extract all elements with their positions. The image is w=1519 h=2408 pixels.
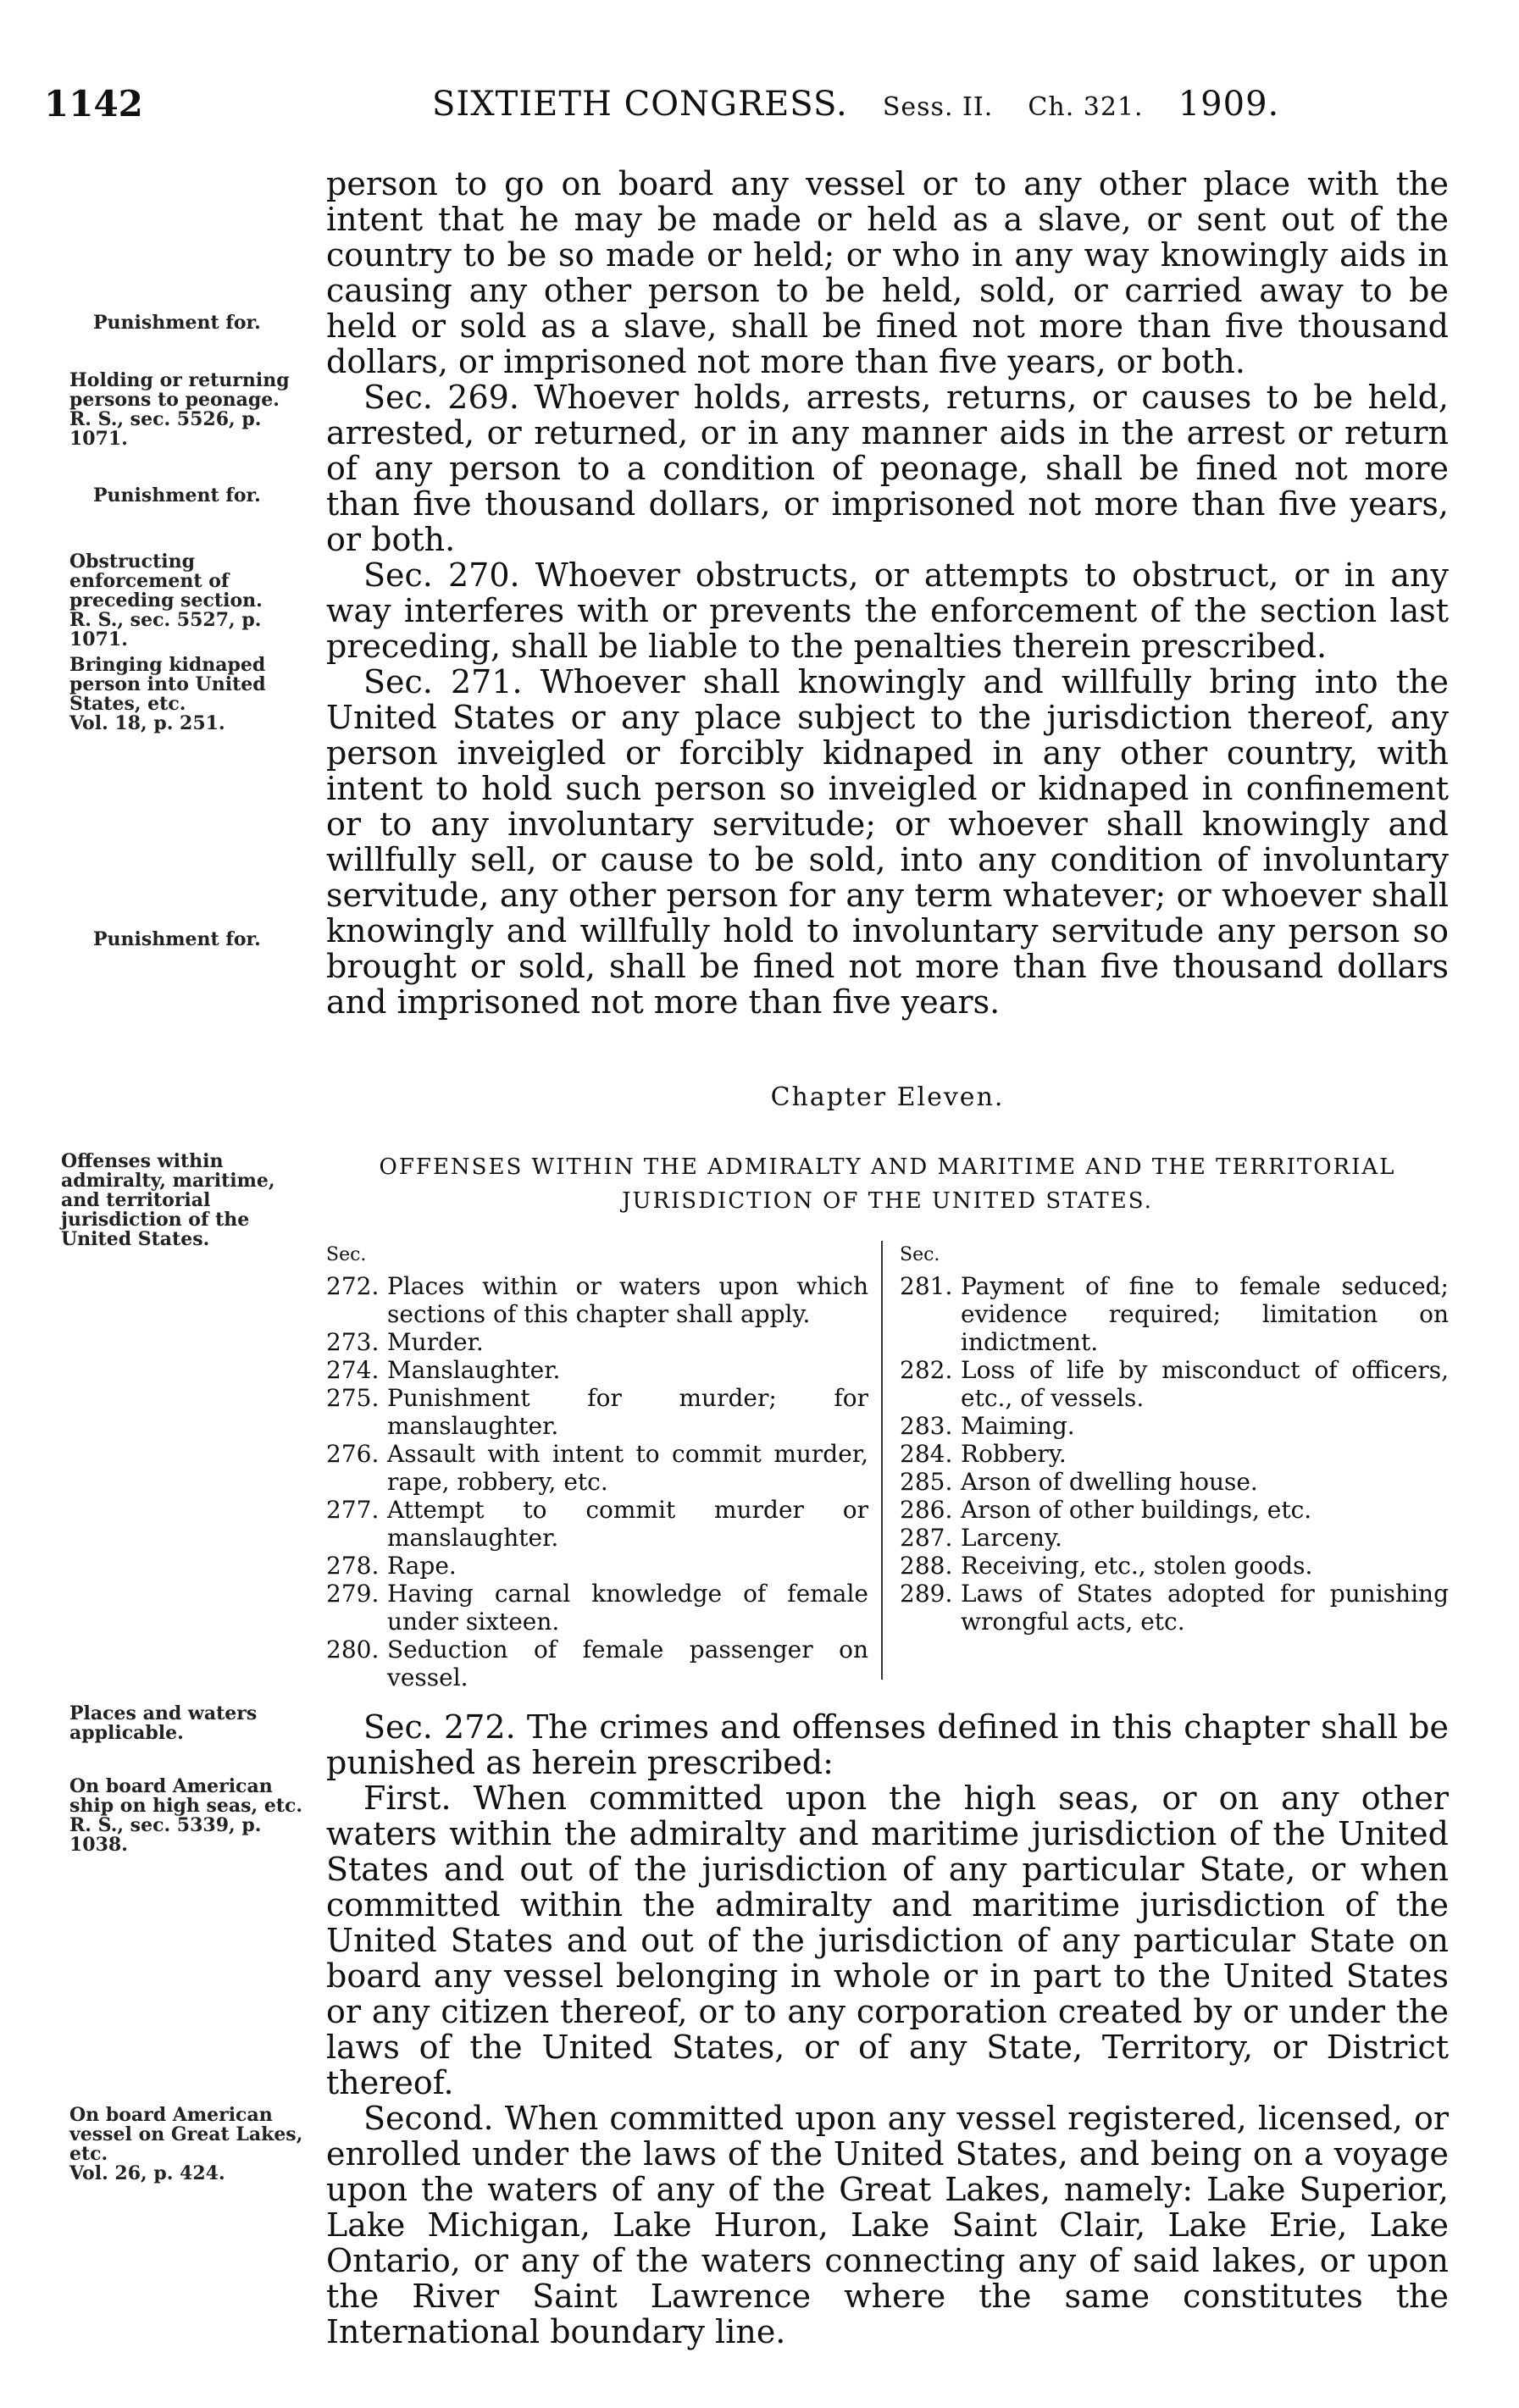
- toc-item-title: Payment of fine to female seduced; evidence required; limitation on indictment.: [961, 1272, 1449, 1356]
- margin-note-punishment-2: Punishment for.: [93, 484, 261, 507]
- margin-note-high-seas-ref: R. S., sec. 5339, p. 1038.: [69, 1814, 262, 1856]
- toc-item-title: Manslaughter.: [387, 1356, 561, 1384]
- congress-label: SIXTIETH CONGRESS.: [432, 85, 848, 124]
- paragraph-second: Second. When committed upon any vessel registered, licensed, or enrolled under the laws of the United States, and being on a voyage upon the waters of any of the Great Lakes, namely: Lake Superior, Lake Michigan, Lake Huron, Lake Saint Clair, Lake Erie, Lake Ontario, or any of the waters connecting any of said lakes, or upon the River Saint Lawrence where the same constitutes the International boundary line.: [326, 2100, 1449, 2350]
- toc-item-number: 288.: [900, 1552, 953, 1580]
- margin-note-offenses: Offenses within admiralty, maritime, and territorial jurisdiction of the United States.: [61, 1150, 275, 1250]
- margin-note-obstructing-title: Obstructing enforcement of preceding section.: [69, 551, 263, 612]
- toc-sec-label-left: Sec.: [326, 1244, 367, 1265]
- toc-item-title: Places within or waters upon which sections of this chapter shall apply.: [387, 1272, 868, 1328]
- toc-item-title: Having carnal knowledge of female under sixteen.: [387, 1580, 868, 1636]
- toc-item: [326, 1440, 868, 1496]
- toc-item-title: Murder.: [387, 1328, 484, 1356]
- toc-item-number: 285.: [900, 1468, 953, 1496]
- toc-item-title: Robbery.: [961, 1440, 1067, 1468]
- chapter-label: Ch. 321.: [1028, 92, 1144, 122]
- toc-item-number: 279.: [326, 1580, 380, 1608]
- margin-note-kidnaped-title: Bringing kidnaped person into United States, etc.: [69, 654, 266, 715]
- margin-note-punishment-1: Punishment for.: [93, 312, 261, 334]
- margin-note-peonage: [69, 371, 311, 449]
- toc-item-number: 278.: [326, 1552, 380, 1580]
- toc-item-number: 273.: [326, 1328, 380, 1356]
- toc-item-title: Maiming.: [961, 1412, 1075, 1440]
- toc-item-number: 281.: [900, 1272, 953, 1300]
- toc-item-number: 284.: [900, 1440, 953, 1468]
- toc-item-number: 272.: [326, 1272, 380, 1300]
- toc-item: [900, 1496, 1449, 1524]
- bottom-body-text: [326, 1709, 1449, 2350]
- toc-item: [900, 1356, 1449, 1412]
- margin-note-kidnaped-ref: Vol. 18, p. 251.: [69, 712, 225, 734]
- margin-note-obstructing-ref: R. S., sec. 5527, p. 1071.: [69, 609, 262, 650]
- toc-right-column: [900, 1241, 1449, 1636]
- toc-item-title: Laws of States adopted for punishing wrongful acts, etc.: [961, 1580, 1449, 1636]
- toc-item-title: Attempt to commit murder or manslaughter.: [387, 1496, 868, 1552]
- toc-item-number: 287.: [900, 1524, 953, 1552]
- toc-item-title: Larceny.: [961, 1524, 1062, 1552]
- page-number: 1142: [44, 83, 143, 125]
- toc-item-number: 274.: [326, 1356, 380, 1384]
- toc-item: [326, 1552, 868, 1580]
- toc-item-title: Arson of dwelling house.: [961, 1468, 1258, 1496]
- toc-item: [326, 1636, 868, 1691]
- toc-item-title: Rape.: [387, 1552, 457, 1580]
- toc-item: [900, 1412, 1449, 1440]
- margin-note-great-lakes-ref: Vol. 26, p. 424.: [69, 2162, 225, 2184]
- toc-item: [326, 1496, 868, 1552]
- toc-item: [326, 1356, 868, 1384]
- toc-item-number: 275.: [326, 1384, 380, 1412]
- margin-note-places: Places and waters applicable.: [69, 1702, 258, 1744]
- toc-item: [900, 1440, 1449, 1468]
- margin-note-great-lakes: [69, 2106, 311, 2184]
- toc-item-number: 289.: [900, 1580, 953, 1608]
- toc-item-title: Loss of life by misconduct of officers, etc., of vessels.: [961, 1356, 1449, 1412]
- toc-item: [900, 1552, 1449, 1580]
- toc-item: [326, 1384, 868, 1440]
- toc-item-number: 276.: [326, 1440, 380, 1468]
- toc-item: [900, 1272, 1449, 1356]
- session-label: Sess. II.: [882, 92, 994, 122]
- toc-item: [900, 1524, 1449, 1552]
- margin-note-obstructing: [69, 552, 311, 650]
- toc-item: [900, 1468, 1449, 1496]
- toc-item-number: 283.: [900, 1412, 953, 1440]
- paragraph-sec-272: Sec. 272. The crimes and offenses defined in this chapter shall be punished as herein prescribed:: [326, 1708, 1449, 1781]
- toc-item-title: Receiving, etc., stolen goods.: [961, 1552, 1313, 1580]
- toc-item: [326, 1580, 868, 1636]
- top-body-text: [326, 166, 1449, 1020]
- toc-item-title: Assault with intent to commit murder, rape, robbery, etc.: [387, 1440, 868, 1496]
- toc-item: [326, 1272, 868, 1328]
- margin-note-great-lakes-title: On board American vessel on Great Lakes, etc.: [69, 2104, 303, 2165]
- toc-left-column: [326, 1241, 868, 1691]
- paragraph-sec-271: Sec. 271. Whoever shall knowingly and willfully bring into the United States or any place subject to the jurisdiction thereof, any person inveigled or forcibly kidnaped in any other country, with intent to hold such person so inveigled or kidnaped in confinement or to any involuntary servitude; or whoever shall knowingly and willfully sell, or cause to be sold, into any condition of involuntary servitude, any other person for any term whatever; or whoever shall knowingly and willfully hold to involuntary servitude any person so brought or sold, shall be fined not more than five thousand dollars and imprisoned not more than five years.: [326, 663, 1449, 1021]
- year-label: 1909.: [1178, 85, 1280, 124]
- toc-item-number: 280.: [326, 1636, 380, 1663]
- toc-item: [900, 1580, 1449, 1636]
- paragraph-sec-270: Sec. 270. Whoever obstructs, or attempts to obstruct, or in any way interferes with or prevents the enforcement of the section last preceding, shall be liable to the penalties therein prescribed.: [326, 556, 1449, 665]
- margin-note-kidnaped: [69, 656, 311, 733]
- running-header: [432, 85, 1279, 124]
- toc-item-number: 286.: [900, 1496, 953, 1524]
- toc-item-title: Seduction of female passenger on vessel.: [387, 1636, 868, 1691]
- paragraph-first: First. When committed upon the high seas, or on any other waters within the admiralty and maritime jurisdiction of the United States and out of the jurisdiction of any particular State, or when committed within the admiralty and maritime jurisdiction of the United States and out of the jurisdiction of any particular State on board any vessel belonging in whole or in part to the United States or any citizen thereof, or to any corporation created by or under the laws of the United States, or of any State, Territory, or District thereof.: [326, 1780, 1449, 2101]
- toc-item-title: Arson of other buildings, etc.: [961, 1496, 1312, 1524]
- toc-item-title: Punishment for murder; for manslaughter.: [387, 1384, 868, 1440]
- chapter-heading: Chapter Eleven.: [770, 1082, 1005, 1112]
- chapter-subheading: OFFENSES WITHIN THE ADMIRALTY AND MARITIME AND THE TERRITORIAL JURISDICTION OF THE UNITED STATES.: [379, 1154, 1396, 1214]
- toc-item-number: 277.: [326, 1496, 380, 1524]
- toc-item-number: 282.: [900, 1356, 953, 1384]
- margin-note-punishment-3: Punishment for.: [93, 928, 261, 950]
- paragraph-sec-269: Sec. 269. Whoever holds, arrests, returns, or causes to be held, arrested, or returned, or in any manner aids in the arrest or return of any person to a condition of peonage, shall be fined not more than five thousand dollars, or imprisoned not more than five years, or both.: [326, 379, 1449, 558]
- margin-note-peonage-ref: R. S., sec. 5526, p. 1071.: [69, 408, 262, 450]
- margin-note-high-seas: [69, 1777, 311, 1855]
- toc-item: [326, 1328, 868, 1356]
- margin-note-peonage-title: Holding or returning persons to peonage.: [69, 369, 290, 411]
- paragraph-sec-268-end: person to go on board any vessel or to any other place with the intent that he may be made or held as a slave, or sent out of the country to be so made or held; or who in any way knowingly aids in causing any other person to be held, sold, or carried away to be held or sold as a slave, shall be fined not more than five thousand dollars, or imprisoned not more than five years, or both.: [326, 165, 1449, 380]
- toc-sec-label-right: Sec.: [900, 1244, 940, 1265]
- margin-note-high-seas-title: On board American ship on high seas, etc.: [69, 1775, 303, 1817]
- toc-column-divider: [881, 1241, 883, 1680]
